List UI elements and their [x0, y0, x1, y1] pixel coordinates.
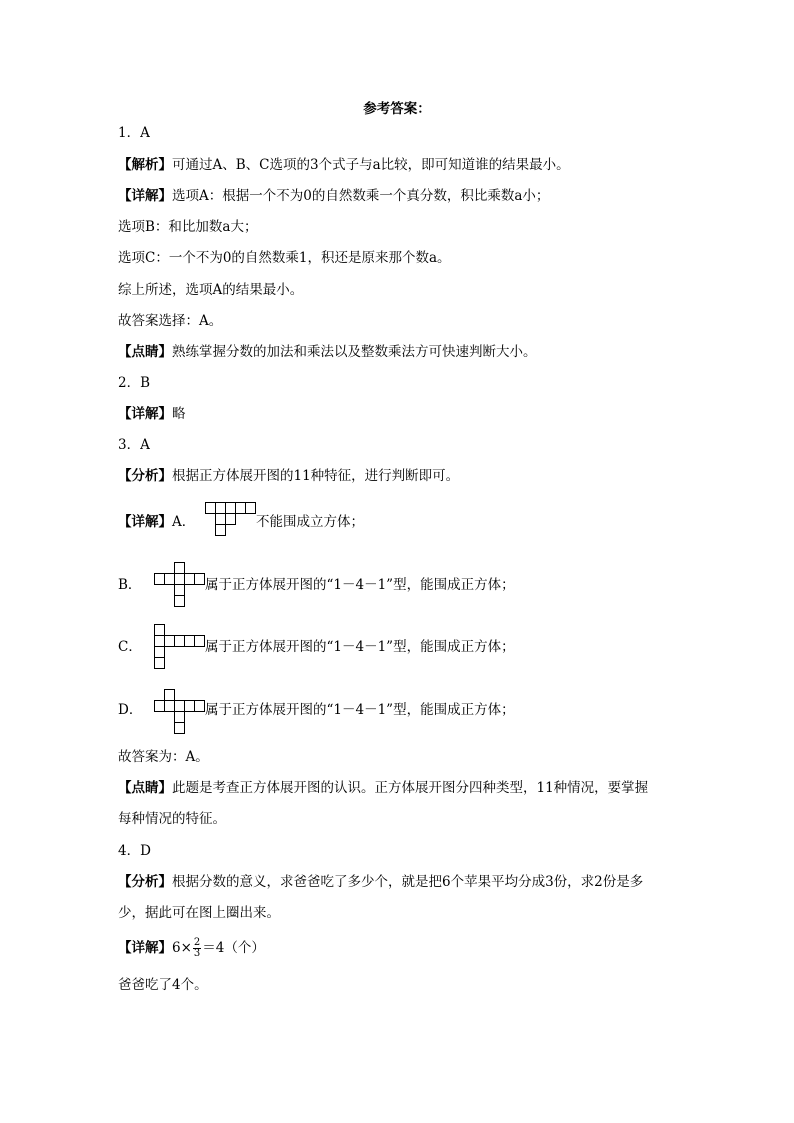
detail-tag: 【详解】 — [118, 406, 172, 422]
page-title: 参考答案： — [363, 101, 431, 117]
tip-tag: 【点睛】 — [118, 344, 172, 360]
q4-analysis-cont: 少，据此可在图上圈出来。 — [118, 905, 280, 921]
option-b-label: B． — [118, 577, 142, 593]
analysis-tag: 【分析】 — [118, 874, 172, 890]
q1-number: 1．A — [118, 125, 150, 141]
q4-analysis — [118, 872, 643, 892]
option-d-label: D． — [118, 702, 143, 718]
calc-prefix: 6× — [172, 940, 192, 956]
detail-tag: 【详解】 — [118, 514, 172, 530]
option-c-label: C． — [118, 639, 142, 655]
analysis-tag: 【分析】 — [118, 468, 172, 484]
q1-line-c: 选项C：一个不为0的自然数乘1，积还是原来那个数a。 — [118, 250, 451, 266]
fraction-denominator: 3 — [193, 948, 201, 959]
q1-summary: 综上所述，选项A的结果最小。 — [118, 282, 304, 298]
tip-tag: 【点睛】 — [118, 780, 172, 796]
detail-tag: 【详解】 — [118, 188, 172, 204]
analysis-tag: 【解析】 — [118, 157, 172, 173]
fraction-numerator: 2 — [193, 937, 201, 948]
analysis-text: 可通过A、B、C选项的3个式子与a比较，即可知道谁的结果最小。 — [172, 157, 570, 173]
q1-tip — [118, 342, 537, 362]
tip-text: 熟练掌握分数的加法和乘法以及整数乘法方可快速判断大小。 — [172, 344, 537, 360]
option-a-label: A． — [172, 514, 196, 530]
q1-detail — [118, 186, 549, 206]
q2-number: 2．B — [118, 375, 151, 391]
q1-analysis — [118, 155, 570, 175]
q3-analysis — [118, 466, 459, 486]
q4-result: 爸爸吃了4个。 — [118, 977, 208, 993]
q3-number: 3．A — [118, 437, 150, 453]
option-b-text: 属于正方体展开图的“1－4－1”型，能围成正方体； — [205, 577, 515, 593]
q3-tip — [118, 778, 648, 798]
detail-text: 选项A：根据一个不为0的自然数乘一个真分数，积比乘数a小； — [172, 188, 550, 204]
q1-answer: 故答案选择：A。 — [118, 313, 223, 329]
detail-tag: 【详解】 — [118, 940, 172, 956]
option-d-text: 属于正方体展开图的“1－4－1”型，能围成正方体； — [205, 702, 515, 718]
q1-line-b: 选项B：和比加数a大； — [118, 219, 258, 235]
tip-text: 此题是考查正方体展开图的认识。正方体展开图分四种类型，11种情况，要掌握 — [172, 780, 649, 796]
option-c-text: 属于正方体展开图的“1－4－1”型，能围成正方体； — [205, 639, 515, 655]
analysis-text: 根据正方体展开图的11种特征，进行判断即可。 — [172, 468, 460, 484]
q2-detail — [118, 404, 186, 424]
analysis-text: 根据分数的意义，求爸爸吃了多少个，就是把6个苹果平均分成3份，求2份是多 — [172, 874, 644, 890]
q3-tip-cont: 每种情况的特征。 — [118, 811, 226, 827]
option-a-text: 不能围成立方体； — [256, 514, 364, 530]
calc-suffix: ＝4（个） — [202, 940, 265, 956]
q3-detail-tag-line — [118, 512, 195, 532]
q4-detail — [118, 938, 265, 959]
q3-answer: 故答案为：A。 — [118, 749, 209, 765]
detail-text: 略 — [172, 406, 186, 422]
q4-number: 4．D — [118, 843, 151, 859]
fraction — [193, 938, 201, 959]
